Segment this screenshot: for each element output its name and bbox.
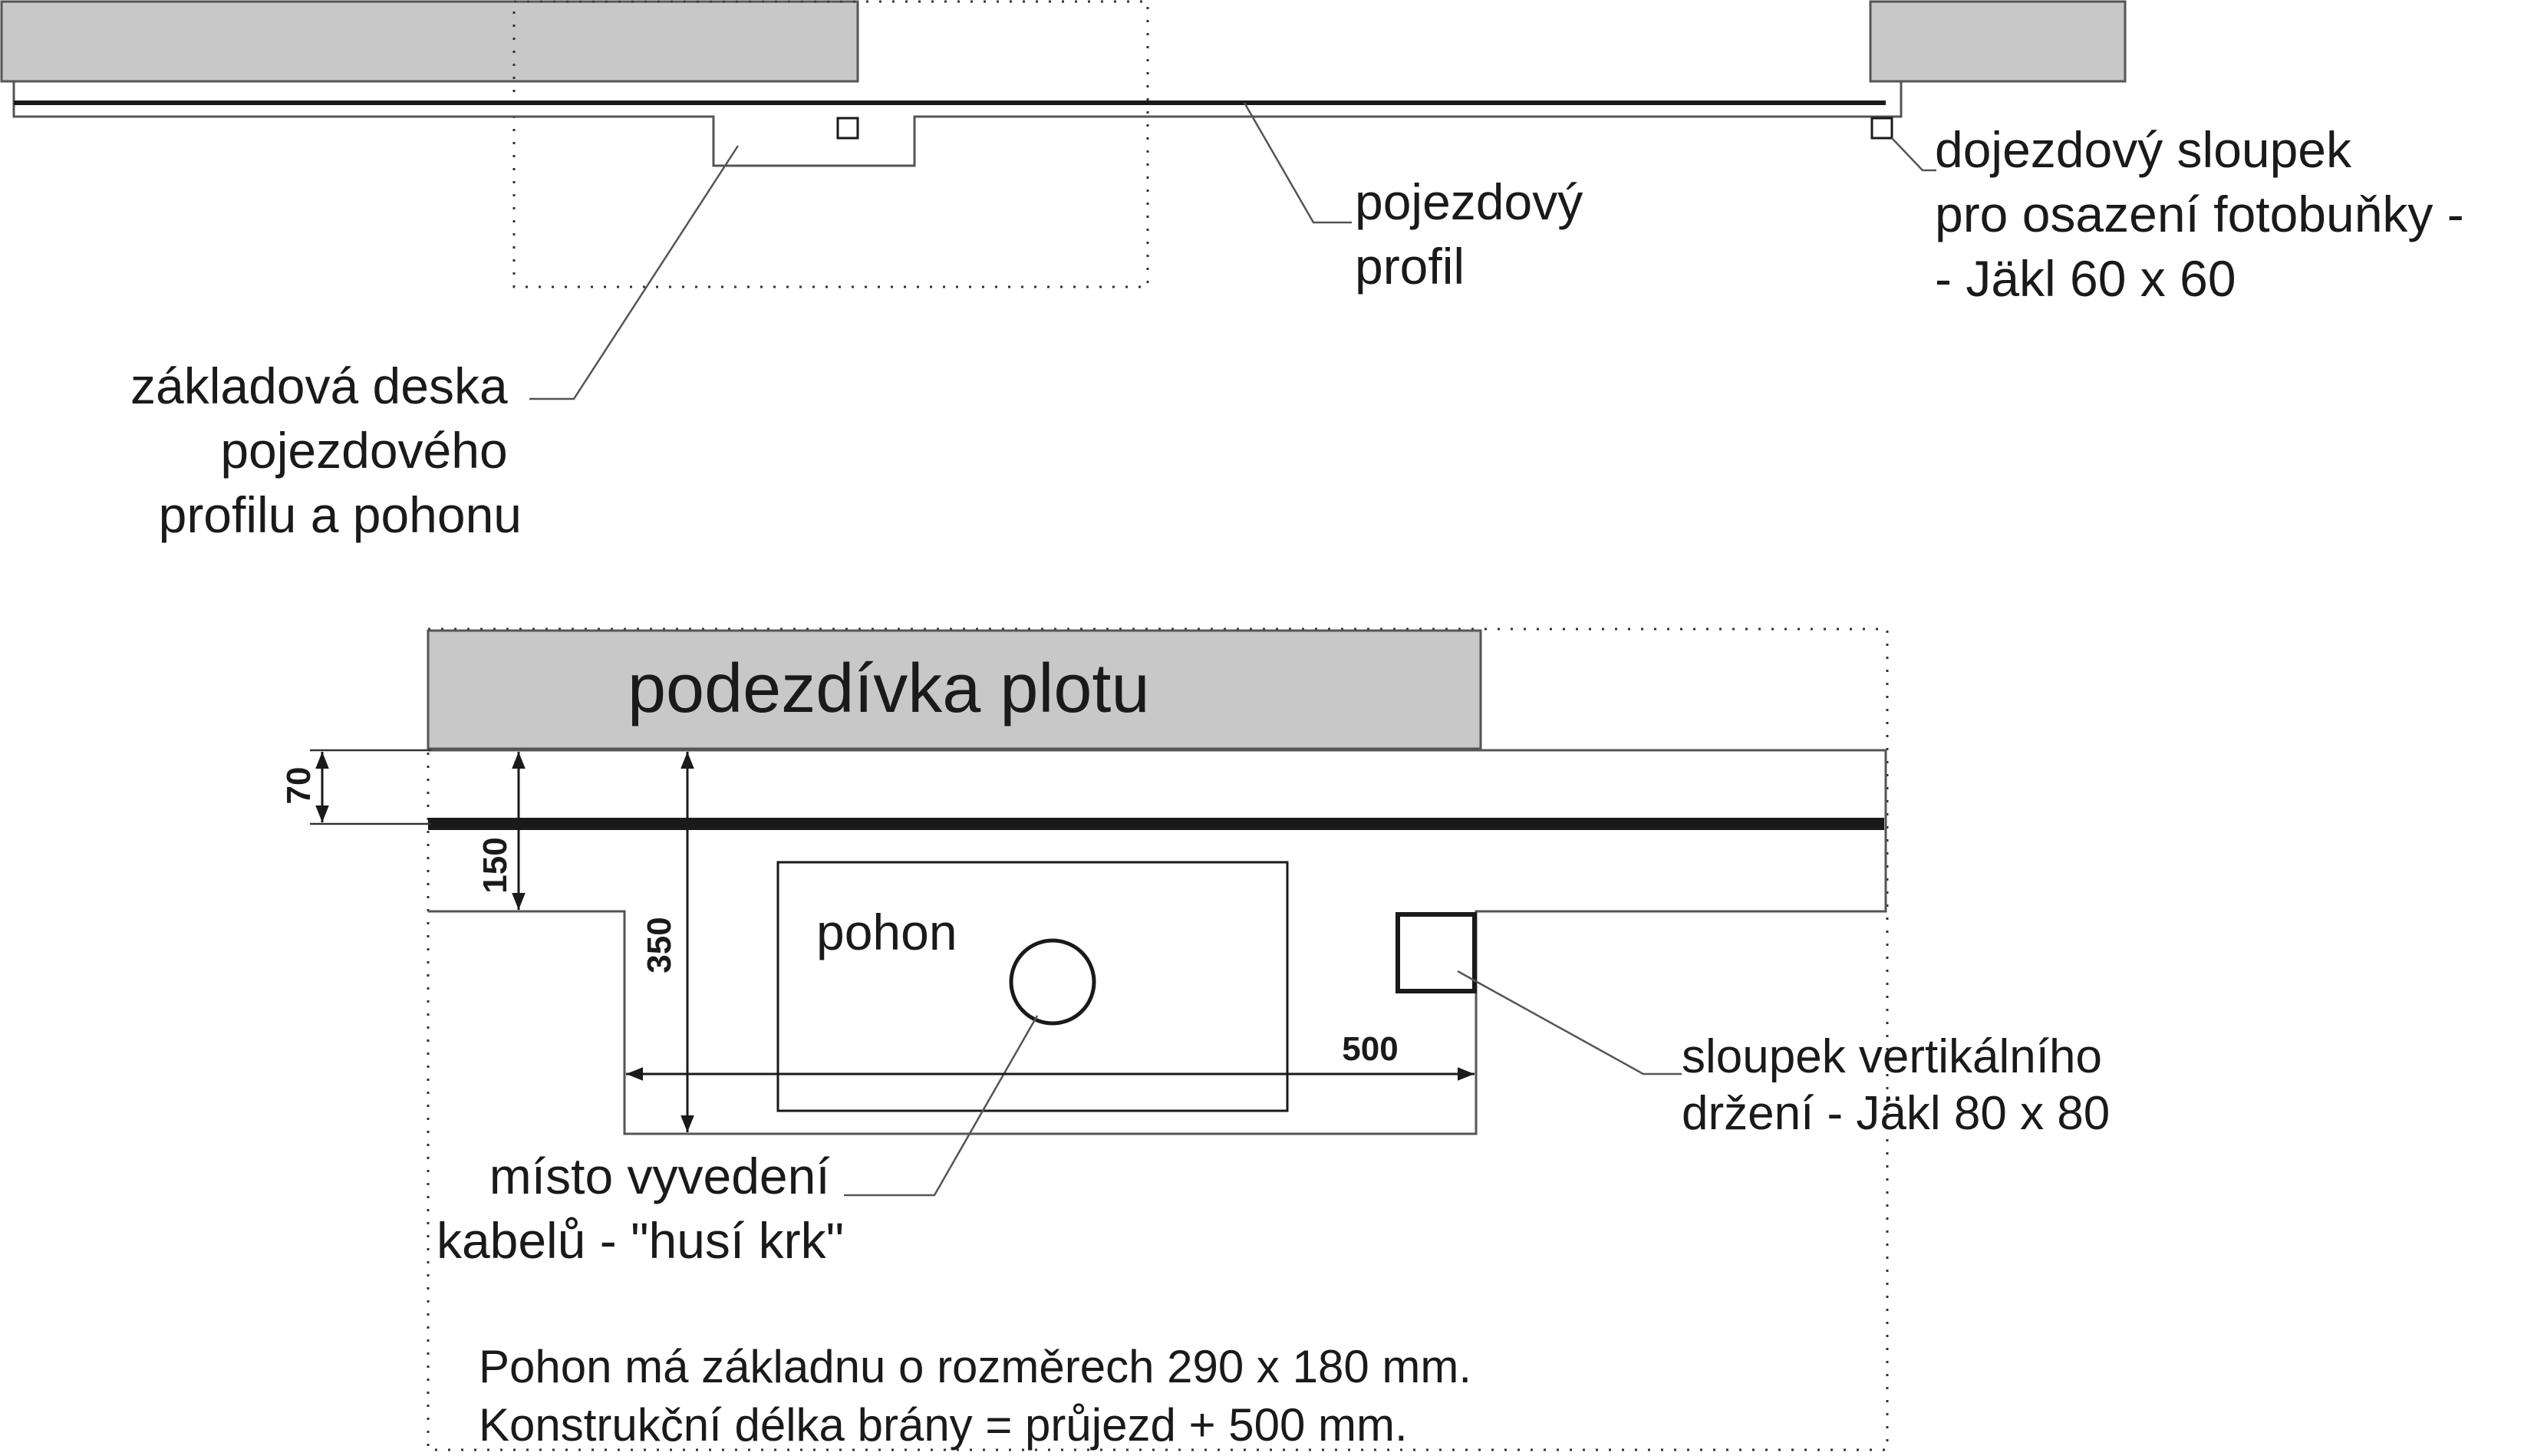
dimension-150-label: 150 [476, 837, 514, 894]
dimension-350-label: 350 [641, 917, 678, 973]
top-view [2, 2, 2478, 543]
dimension-70 [280, 750, 431, 824]
motor-marker [838, 118, 858, 138]
track-bed-outline [14, 81, 1901, 166]
wall-segment-right [1870, 2, 2125, 81]
base-plate-label: základová deska pojezdového profilu a pohonu [130, 357, 522, 543]
notes [479, 1341, 1484, 1451]
dimension-350 [641, 752, 687, 1132]
end-post-label: dojezdový sloupek pro osazení fotobuňky - - Jäkl 60 x 60 [1935, 121, 2464, 307]
dimension-500 [626, 1030, 1475, 1074]
vertical-post-label: sloupek vertikálního držení - Jäkl 80 x 80 [1682, 1030, 2111, 1140]
motor-label: pohon [816, 904, 957, 960]
cable-exit-label: místo vyvedení kabelů - "husí krk" [436, 1148, 844, 1269]
detail-view [280, 629, 2115, 1451]
dimension-150 [476, 752, 519, 910]
vertical-post-square [1398, 914, 1475, 991]
cable-exit-circle [1011, 940, 1094, 1023]
fence-wall-label: podezdívka plotu [628, 651, 1150, 727]
note-base-size: Pohon má základnu o rozměrech 290 x 180 mm. [479, 1341, 1472, 1392]
dimension-70-label: 70 [280, 766, 318, 805]
dimension-500-label: 500 [1342, 1030, 1399, 1068]
note-gate-length: Konstrukční délka brány = průjezd + 500 mm. [479, 1399, 1408, 1451]
end-post-leader [1892, 138, 1936, 170]
track-profile-label: pojezdový profil [1355, 173, 1583, 295]
vertical-post-leader [1458, 971, 1682, 1074]
wall-segment-left [2, 2, 858, 81]
track-profile-leader [1244, 103, 1352, 222]
base-plate-leader [529, 146, 738, 399]
detail-frame [428, 629, 1887, 1450]
cable-exit-leader [844, 1016, 1037, 1195]
end-post-square [1872, 118, 1892, 138]
